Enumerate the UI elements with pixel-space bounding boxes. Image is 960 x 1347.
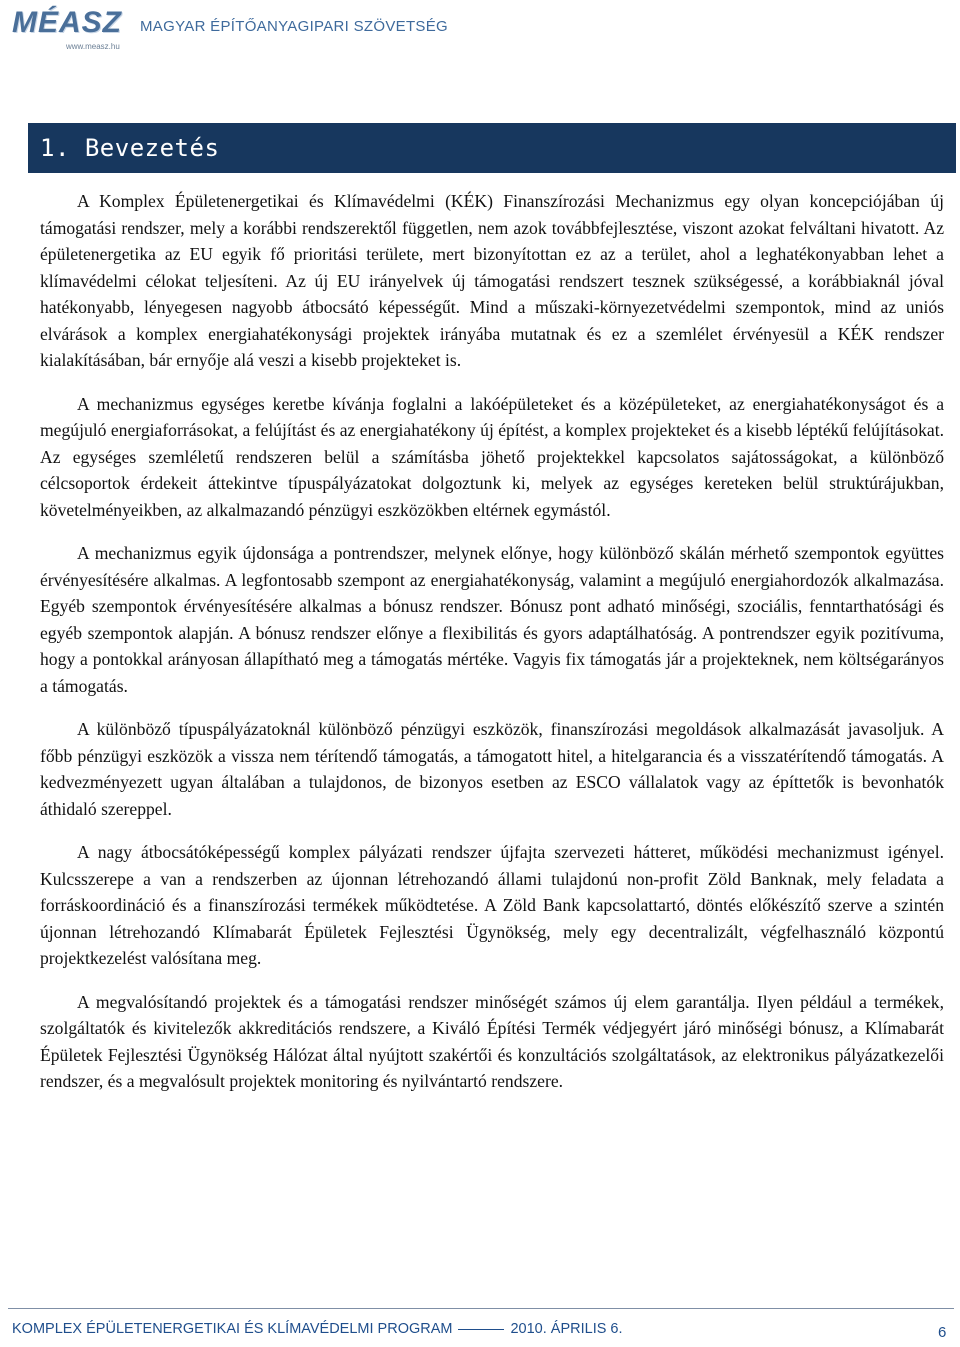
page-footer: [12, 1321, 623, 1337]
footer-program: KOMPLEX ÉPÜLETENERGETIKAI ÉS KLÍMAVÉDELMI PROGRAM: [12, 1321, 453, 1337]
paragraph-6: A megvalósítandó projektek és a támogatási rendszer minőségét számos új elem garantálja. Ilyen például a termékek, szolgáltatók és kivitelezők akkreditációs rendszere, a Kiváló Építési Termék védjegyért járó minőségi bónusz, a Klímabarát Épületek Fejlesztési Ügynökség Hálózat által nyújtott szakértői és konzultációs szolgáltatások, az elektronikus pályázatkezelői rendszer, és a megvalósult projektek monitoring és nyilvántartó rendszere.: [40, 991, 944, 1091]
paragraph-1: A Komplex Épületenergetikai és Klímavédelmi (KÉK) Finanszírozási Mechanizmus egy olyan koncepciójában új támogatási rendszer, mely a korábbi rendszerektől független, nem azok továbbfejlesztése, viszont azokat felváltani hivatott. Az épületenergetika az EU egyik fő prioritási területe, mert bizonyítottan ez az a terület, ahol a leghatékonyabban lehet a klímavédelmi célokat teljesíteni. Az új EU irányelvek új támogatási rendszert tesznek szükségessé, a korábbiaknál jóval hatékonyabb, lényegesen nagyobb átbocsátó képességűt. Mind a műszaki-környezetvédelmi szempontok, mind az uniós elvárások a komplex energiahatékonysági projektek irányába mutatnak és ez a szemlélet érvényesül a KÉK rendszer kialakításában, bár ernyője alá veszi a kisebb projekteket is.: [40, 191, 944, 370]
paragraph-3: A mechanizmus egyik újdonsága a pontrendszer, melynek előnye, hogy különböző skálán mérhető szempontok együttes érvényesítésére alkalmas. A legfontosabb szempont az energiahatékonyság, valamint a megújuló energiahordozók alkalmazása. Egyéb szempontok érvényesítésére alkalmas a bónusz rendszer. Bónusz pont adható minőségi, szociális, fenntarthatósági és egyéb szempontok alapján. A bónusz rendszer előnye a flexibilitás és gyors adaptálhatóság. A pontrendszer egyik pozitívuma, hogy a pontokkal arányosan állapítható meg a támogatás mértéke. Vagyis fix támogatás jár a projekteknek, nem költségarányos a támogatás.: [40, 543, 944, 696]
footer-rule: [458, 1329, 504, 1330]
section-title: 1. Bevezetés: [40, 134, 220, 162]
logo-url: www.measz.hu: [66, 42, 120, 51]
page-header: [0, 0, 960, 58]
organization-name: MAGYAR ÉPÍTŐANYAGIPARI SZÖVETSÉG: [140, 18, 448, 35]
paragraph-2: A mechanizmus egységes keretbe kívánja foglalni a lakóépületeket és a középületeket, az energiahatékonyságot és a megújuló energiaforrásokat, a felújítást és az energiahatékony új építést, a komplex projekteket és a kisebb léptékű felújításokat. Az egységes szemléletű rendszeren belül a számításba jöhető projektekkel kapcsolatos sajátosságokat, a különböző célcsoportok érdekeit áttekintve típuspályázatokat dolgoztunk ki, melyek az egységes kereteken belül struktúrájukban, követelményeikben, az alkalmazandó pénzügyi eszközökben eltérnek egymástól.: [40, 393, 944, 520]
paragraph-4: A különböző típuspályázatoknál különböző pénzügyi eszközök, finanszírozási megoldások alkalmazását javasoljuk. A főbb pénzügyi eszközök a vissza nem térítendő támogatás, a támogatott hitel, a hitelgarancia és a visszatérítendő támogatás. A kedvezményezett ugyan általában a tulajdonos, de bizonyos esetben az ESCO vállalatok vagy az építtetők is bevonhatók áthidaló szereppel.: [40, 719, 944, 819]
body-text: [40, 188, 944, 1112]
paragraph-5: A nagy átbocsátóképességű komplex pályázati rendszer újfajta szervezeti hátteret, működési mechanizmust igényel. Kulcsszerepe a van a rendszerben az újonnan létrehozandó állami tulajdonú non-profit Zöld Banknak, mely feladata a forráskoordináció és a finanszírozási termékek működtetése. A Zöld Bank kapcsolattartó, döntés előkészítő szerve a szintén újonnan létrehozandó Klímabarát Épületek Fejlesztési Ügynökség, mely egy decentralizált, végfelhasználó központú projektkezelést valósítana meg.: [40, 842, 944, 968]
page-number: 6: [938, 1324, 947, 1341]
footer-divider: [8, 1308, 954, 1309]
measz-logo: [10, 2, 130, 54]
logo-wordmark: MÉASZ: [12, 6, 122, 39]
section-heading-bar: [28, 123, 956, 173]
footer-date: 2010. ÁPRILIS 6.: [510, 1321, 623, 1337]
